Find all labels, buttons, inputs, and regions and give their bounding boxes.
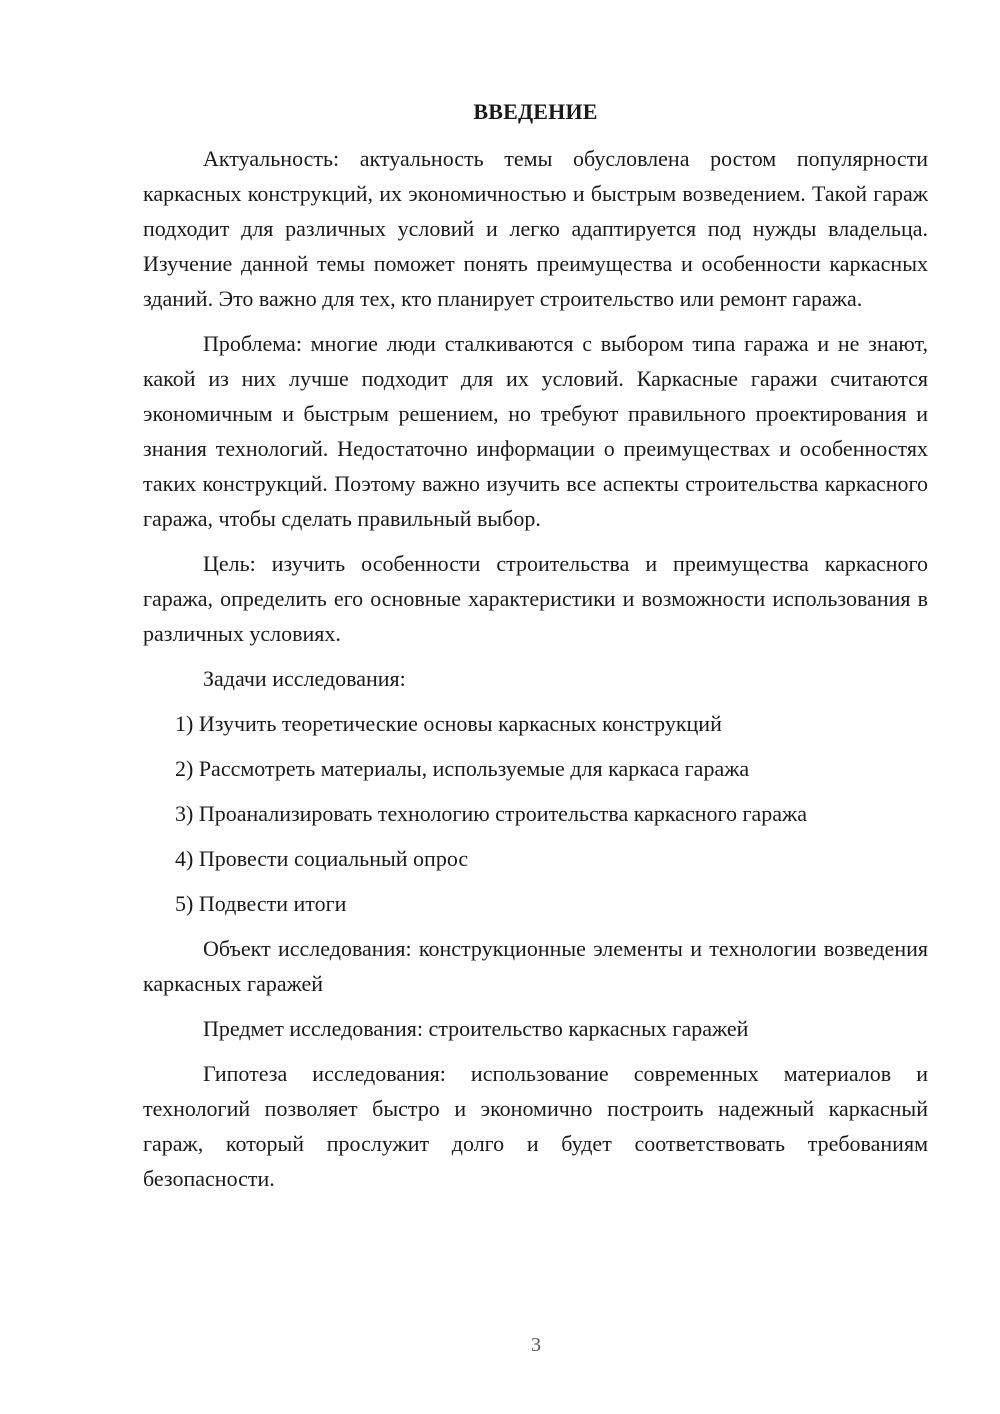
page-content [143,94,928,1206]
problem-paragraph: Проблема: многие люди сталкиваются с выбором типа гаража и не знают, какой из них лучше подходит для их условий. Каркасные гаражи считаются экономичным и быстрым решением, но требуют правильного проектирования и знания технологий. Недостаточно информации о преимуществах и особенностях таких конструкций. Поэтому важно изучить все аспекты строительства каркасного гаража, чтобы сделать правильный выбор. [143,331,928,531]
relevance-paragraph: Актуальность: актуальность темы обусловлена ростом популярности каркасных конструкций, их экономичностью и быстрым возведением. Такой гараж подходит для различных условий и легко адаптируется под нужды владельца. Изучение данной темы поможет понять преимущества и особенности каркасных зданий. Это важно для тех, кто планирует строительство или ремонт гаража. [143,146,928,311]
goal-paragraph: Цель: изучить особенности строительства и преимущества каркасного гаража, определить его основные характеристики и возможности использования в различных условиях. [143,551,928,646]
hypothesis-paragraph: Гипотеза исследования: использование современных материалов и технологий позволяет быстро и экономично построить надежный каркасный гараж, который прослужит долго и будет соответствовать требованиям безопасности. [143,1061,928,1191]
task-item: 4) Провести социальный опрос [175,846,469,871]
subject-paragraph: Предмет исследования: строительство каркасных гаражей [203,1016,749,1041]
object-paragraph: Объект исследования: конструкционные элементы и технологии возведения каркасных гаражей [143,936,928,996]
task-item: 2) Рассмотреть материалы, используемые для каркаса гаража [175,756,750,781]
task-item: 3) Проанализировать технологию строительства каркасного гаража [175,801,807,826]
section-heading: ВВЕДЕНИЕ [473,99,598,124]
page-number: 3 [531,1334,541,1356]
tasks-title: Задачи исследования: [203,666,406,691]
task-item: 1) Изучить теоретические основы каркасных конструкций [175,711,722,736]
task-item: 5) Подвести итоги [175,891,347,916]
tasks-list [143,706,928,921]
